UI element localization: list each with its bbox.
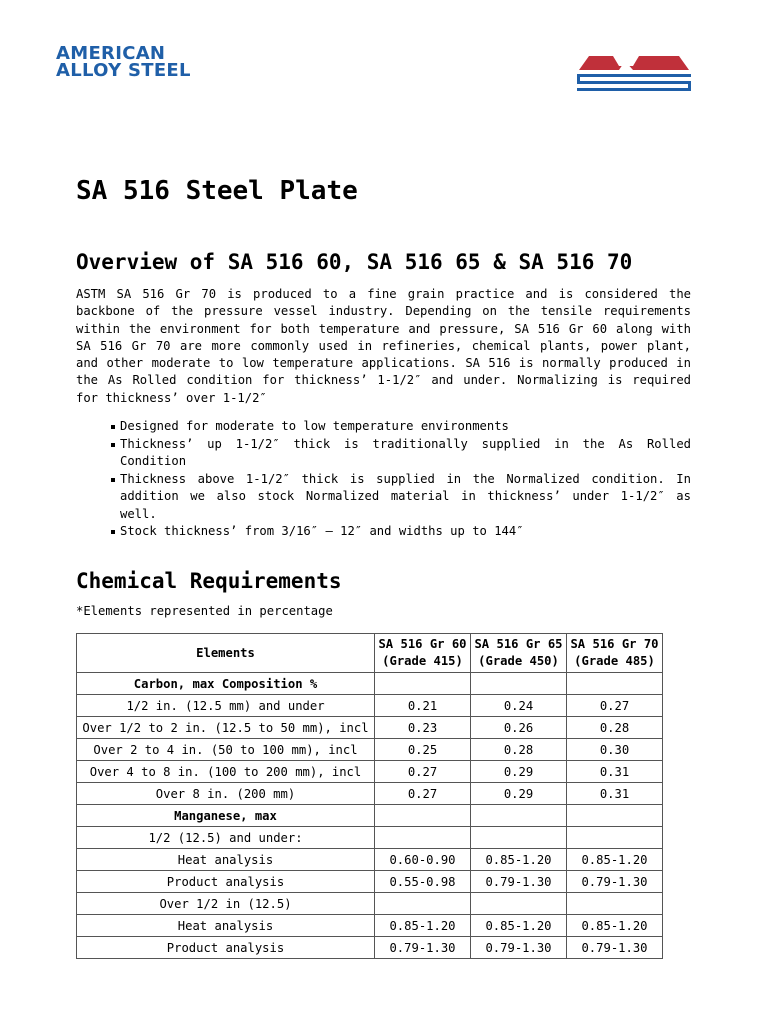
gr65-value-cell: 0.79-1.30 [471, 937, 567, 959]
feature-item: Designed for moderate to low temperature environments [120, 418, 691, 436]
gr70-value-cell [567, 893, 663, 915]
gr70-value-cell: 0.79-1.30 [567, 871, 663, 893]
table-row [77, 871, 663, 893]
gr60-value-cell [375, 893, 471, 915]
gr70-value-cell: 0.85-1.20 [567, 849, 663, 871]
row-label-cell: Product analysis [77, 871, 375, 893]
row-label-cell: Over 1/2 in (12.5) [77, 893, 375, 915]
header-elements: Elements [77, 634, 375, 673]
table-row [77, 739, 663, 761]
row-label-cell: Heat analysis [77, 915, 375, 937]
gr70-value-cell: 0.79-1.30 [567, 937, 663, 959]
row-label-cell: Product analysis [77, 937, 375, 959]
gr60-value-cell: 0.60-0.90 [375, 849, 471, 871]
gr65-value-cell [471, 893, 567, 915]
gr60-value-cell: 0.25 [375, 739, 471, 761]
feature-item: Thickness’ up 1-1/2″ thick is traditionally supplied in the As Rolled Condition [120, 436, 691, 471]
gr60-value-cell: 0.27 [375, 761, 471, 783]
table-row [77, 805, 663, 827]
gr70-value-cell: 0.30 [567, 739, 663, 761]
gr60-value-cell: 0.27 [375, 783, 471, 805]
gr65-value-cell: 0.79-1.30 [471, 871, 567, 893]
gr60-value-cell [375, 805, 471, 827]
table-header-row [77, 634, 663, 673]
feature-list [76, 418, 691, 541]
row-label-cell: Heat analysis [77, 849, 375, 871]
header-gr60 [375, 634, 471, 673]
page-title: SA 516 Steel Plate [76, 176, 358, 206]
gr65-value-cell: 0.24 [471, 695, 567, 717]
row-label-cell: Carbon, max Composition % [77, 673, 375, 695]
table-row [77, 937, 663, 959]
gr60-value-cell [375, 673, 471, 695]
header-gr70-line2: (Grade 485) [574, 654, 655, 668]
header-gr65 [471, 634, 567, 673]
company-logo-text [56, 45, 191, 79]
row-label-cell: Over 8 in. (200 mm) [77, 783, 375, 805]
row-label-cell: 1/2 in. (12.5 mm) and under [77, 695, 375, 717]
row-label-cell: Manganese, max [77, 805, 375, 827]
gr60-value-cell [375, 827, 471, 849]
table-row [77, 849, 663, 871]
row-label-cell: Over 1/2 to 2 in. (12.5 to 50 mm), incl [77, 717, 375, 739]
gr65-value-cell: 0.85-1.20 [471, 915, 567, 937]
row-label-cell: Over 2 to 4 in. (50 to 100 mm), incl [77, 739, 375, 761]
gr60-value-cell: 0.21 [375, 695, 471, 717]
logo-line-2: ALLOY STEEL [56, 60, 191, 81]
gr65-value-cell [471, 673, 567, 695]
chemical-heading: Chemical Requirements [76, 569, 342, 593]
header-gr65-line1: SA 516 Gr 65 [474, 637, 563, 651]
gr70-value-cell: 0.85-1.20 [567, 915, 663, 937]
table-row [77, 783, 663, 805]
gr70-value-cell: 0.27 [567, 695, 663, 717]
gr60-value-cell: 0.85-1.20 [375, 915, 471, 937]
gr65-value-cell [471, 805, 567, 827]
gr70-value-cell: 0.31 [567, 783, 663, 805]
gr65-value-cell [471, 827, 567, 849]
table-row [77, 761, 663, 783]
header-gr70 [567, 634, 663, 673]
gr70-value-cell [567, 827, 663, 849]
row-label-cell: Over 4 to 8 in. (100 to 200 mm), incl [77, 761, 375, 783]
logo-line-1: AMERICAN [56, 43, 166, 64]
feature-item: Thickness above 1-1/2″ thick is supplied in the Normalized condition. In addition we also stock Normalized material in thickness’ under 1-1/2″ as well. [120, 471, 691, 524]
gr70-value-cell [567, 673, 663, 695]
percentage-note: *Elements represented in percentage [76, 604, 333, 618]
gr70-value-cell [567, 805, 663, 827]
overview-paragraph: ASTM SA 516 Gr 70 is produced to a fine grain practice and is considered the backbone of the pressure vessel industry. Depending on the tensile requirements within the environment for both temperature and pressure, SA 516 Gr 60 along with SA 516 Gr 70 are more commonly used in refineries, chemical plants, power plant, and other moderate to low temperature applications. SA 516 is normally produced in the As Rolled condition for thickness’ 1-1/2″ and under. Normalizing is required for thickness’ over 1-1/2″ [76, 287, 691, 405]
gr70-value-cell: 0.31 [567, 761, 663, 783]
table-row [77, 695, 663, 717]
table-row [77, 717, 663, 739]
table-row [77, 673, 663, 695]
gr60-value-cell: 0.55-0.98 [375, 871, 471, 893]
gr65-value-cell: 0.26 [471, 717, 567, 739]
header-gr60-line1: SA 516 Gr 60 [378, 637, 467, 651]
chemical-requirements-table [76, 633, 663, 959]
gr60-value-cell: 0.79-1.30 [375, 937, 471, 959]
gr60-value-cell: 0.23 [375, 717, 471, 739]
header-gr70-line1: SA 516 Gr 70 [570, 637, 659, 651]
gr65-value-cell: 0.85-1.20 [471, 849, 567, 871]
header-gr65-line2: (Grade 450) [478, 654, 559, 668]
gr65-value-cell: 0.29 [471, 783, 567, 805]
header-gr60-line2: (Grade 415) [382, 654, 463, 668]
table-row [77, 915, 663, 937]
gr70-value-cell: 0.28 [567, 717, 663, 739]
table-row [77, 827, 663, 849]
table-row [77, 893, 663, 915]
overview-heading: Overview of SA 516 60, SA 516 65 & SA 516 70 [76, 250, 633, 274]
gr65-value-cell: 0.28 [471, 739, 567, 761]
feature-item: Stock thickness’ from 3/16″ – 12″ and widths up to 144″ [120, 523, 691, 541]
company-logo-icon [575, 52, 693, 96]
row-label-cell: 1/2 (12.5) and under: [77, 827, 375, 849]
gr65-value-cell: 0.29 [471, 761, 567, 783]
